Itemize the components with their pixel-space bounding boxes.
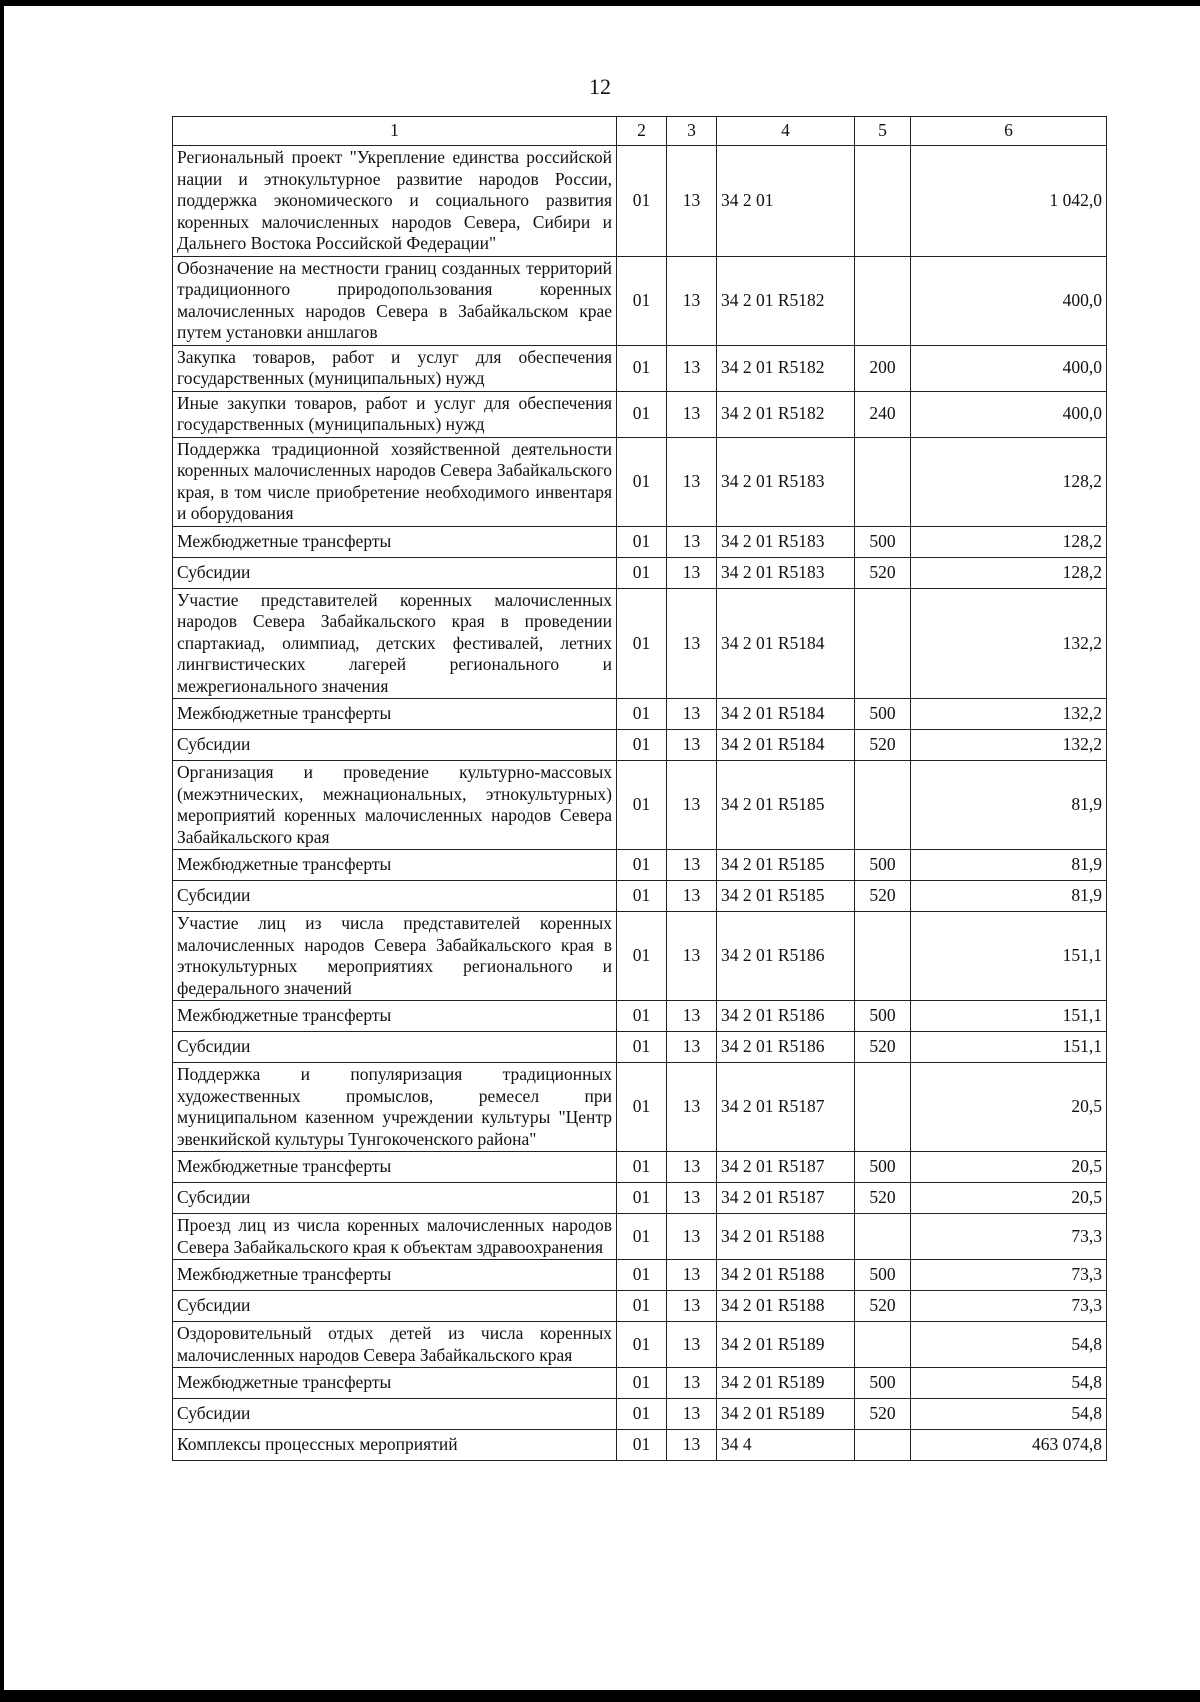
row-name: Иные закупки товаров, работ и услуг для обеспечения государственных (муниципальных) нужд xyxy=(173,391,617,437)
row-expense-type: 240 xyxy=(855,391,911,437)
row-section: 01 xyxy=(617,526,667,557)
row-section: 01 xyxy=(617,391,667,437)
row-section: 01 xyxy=(617,588,667,699)
row-expense-type xyxy=(855,437,911,526)
row-expense-type xyxy=(855,588,911,699)
header-col-6: 6 xyxy=(911,117,1107,146)
row-section: 01 xyxy=(617,345,667,391)
row-amount: 81,9 xyxy=(911,881,1107,912)
row-name: Межбюджетные трансферты xyxy=(173,699,617,730)
row-amount: 132,2 xyxy=(911,588,1107,699)
row-section: 01 xyxy=(617,912,667,1001)
header-col-2: 2 xyxy=(617,117,667,146)
row-subsection: 13 xyxy=(667,1260,717,1291)
row-expense-type: 500 xyxy=(855,526,911,557)
header-col-5: 5 xyxy=(855,117,911,146)
row-expense-type xyxy=(855,761,911,850)
row-expense-type: 500 xyxy=(855,850,911,881)
row-expense-type: 500 xyxy=(855,1260,911,1291)
row-section: 01 xyxy=(617,699,667,730)
row-section: 01 xyxy=(617,1399,667,1430)
row-target-code: 34 4 xyxy=(717,1430,855,1461)
row-expense-type: 520 xyxy=(855,1183,911,1214)
row-amount: 1 042,0 xyxy=(911,146,1107,257)
row-name: Субсидии xyxy=(173,557,617,588)
row-subsection: 13 xyxy=(667,557,717,588)
row-name: Субсидии xyxy=(173,1032,617,1063)
row-name: Комплексы процессных мероприятий xyxy=(173,1430,617,1461)
row-expense-type xyxy=(855,912,911,1001)
row-section: 01 xyxy=(617,730,667,761)
row-subsection: 13 xyxy=(667,1291,717,1322)
row-amount: 81,9 xyxy=(911,850,1107,881)
row-name: Закупка товаров, работ и услуг для обеспечения государственных (муниципальных) нужд xyxy=(173,345,617,391)
table-row xyxy=(173,1291,1107,1322)
row-section: 01 xyxy=(617,1063,667,1152)
row-name: Поддержка традиционной хозяйственной деятельности коренных малочисленных народов Севера Забайкальского края, в том числе приобретение необходимого инвентаря и оборудования xyxy=(173,437,617,526)
table-row xyxy=(173,850,1107,881)
row-subsection: 13 xyxy=(667,881,717,912)
scan-edge-top xyxy=(0,0,1200,6)
row-name: Участие лиц из числа представителей коренных малочисленных народов Севера Забайкальского края в этнокультурных мероприятиях регионального и федерального значений xyxy=(173,912,617,1001)
row-section: 01 xyxy=(617,1430,667,1461)
table-row xyxy=(173,1430,1107,1461)
table-row xyxy=(173,699,1107,730)
row-amount: 132,2 xyxy=(911,730,1107,761)
row-subsection: 13 xyxy=(667,699,717,730)
row-subsection: 13 xyxy=(667,912,717,1001)
row-name: Межбюджетные трансферты xyxy=(173,1152,617,1183)
row-subsection: 13 xyxy=(667,345,717,391)
row-expense-type xyxy=(855,256,911,345)
row-target-code: 34 2 01 R5185 xyxy=(717,881,855,912)
row-subsection: 13 xyxy=(667,1368,717,1399)
row-target-code: 34 2 01 R5182 xyxy=(717,391,855,437)
row-expense-type: 500 xyxy=(855,1152,911,1183)
row-subsection: 13 xyxy=(667,1183,717,1214)
row-section: 01 xyxy=(617,146,667,257)
table-row xyxy=(173,1183,1107,1214)
row-name: Межбюджетные трансферты xyxy=(173,1001,617,1032)
table-row xyxy=(173,1152,1107,1183)
row-name: Обозначение на местности границ созданных территорий традиционного природопользования коренных малочисленных народов Севера в Забайкальском крае путем установки аншлагов xyxy=(173,256,617,345)
row-target-code: 34 2 01 R5187 xyxy=(717,1063,855,1152)
row-subsection: 13 xyxy=(667,730,717,761)
row-amount: 54,8 xyxy=(911,1399,1107,1430)
row-name: Проезд лиц из числа коренных малочисленных народов Севера Забайкальского края к объектам здравоохранения xyxy=(173,1214,617,1260)
row-target-code: 34 2 01 R5183 xyxy=(717,526,855,557)
row-amount: 54,8 xyxy=(911,1368,1107,1399)
row-amount: 20,5 xyxy=(911,1183,1107,1214)
row-section: 01 xyxy=(617,1152,667,1183)
row-amount: 128,2 xyxy=(911,557,1107,588)
row-subsection: 13 xyxy=(667,391,717,437)
row-amount: 81,9 xyxy=(911,761,1107,850)
row-name: Субсидии xyxy=(173,1183,617,1214)
row-section: 01 xyxy=(617,1001,667,1032)
row-expense-type xyxy=(855,1322,911,1368)
row-amount: 400,0 xyxy=(911,345,1107,391)
row-amount: 20,5 xyxy=(911,1152,1107,1183)
row-name: Организация и проведение культурно-массовых (межэтнических, межнациональных, этнокультурных) мероприятий коренных малочисленных народов Севера Забайкальского края xyxy=(173,761,617,850)
row-subsection: 13 xyxy=(667,1430,717,1461)
row-target-code: 34 2 01 R5183 xyxy=(717,437,855,526)
row-target-code: 34 2 01 R5188 xyxy=(717,1291,855,1322)
row-target-code: 34 2 01 R5183 xyxy=(717,557,855,588)
row-name: Субсидии xyxy=(173,881,617,912)
table-row xyxy=(173,557,1107,588)
row-target-code: 34 2 01 R5187 xyxy=(717,1152,855,1183)
table-row xyxy=(173,912,1107,1001)
row-subsection: 13 xyxy=(667,1152,717,1183)
row-expense-type: 520 xyxy=(855,730,911,761)
table-header-row xyxy=(173,117,1107,146)
row-expense-type: 500 xyxy=(855,1368,911,1399)
row-target-code: 34 2 01 R5185 xyxy=(717,850,855,881)
row-amount: 73,3 xyxy=(911,1214,1107,1260)
row-target-code: 34 2 01 R5187 xyxy=(717,1183,855,1214)
row-section: 01 xyxy=(617,437,667,526)
table-row xyxy=(173,1063,1107,1152)
row-expense-type: 500 xyxy=(855,1001,911,1032)
row-name: Субсидии xyxy=(173,1291,617,1322)
table-row xyxy=(173,881,1107,912)
scan-edge-bottom xyxy=(0,1690,1200,1702)
row-name: Региональный проект "Укрепление единства российской нации и этнокультурное развитие народов России, поддержка экономического и социального развития коренных малочисленных народов Севера, Сибири и Дальнего Востока Российской Федерации" xyxy=(173,146,617,257)
row-amount: 54,8 xyxy=(911,1322,1107,1368)
row-section: 01 xyxy=(617,761,667,850)
table-row xyxy=(173,146,1107,257)
row-amount: 463 074,8 xyxy=(911,1430,1107,1461)
row-subsection: 13 xyxy=(667,1322,717,1368)
row-subsection: 13 xyxy=(667,761,717,850)
row-expense-type: 520 xyxy=(855,1291,911,1322)
row-subsection: 13 xyxy=(667,1032,717,1063)
table-row xyxy=(173,1322,1107,1368)
row-subsection: 13 xyxy=(667,1399,717,1430)
row-subsection: 13 xyxy=(667,1214,717,1260)
row-amount: 20,5 xyxy=(911,1063,1107,1152)
row-name: Поддержка и популяризация традиционных художественных промыслов, ремесел при муниципальном казенном учреждении культуры "Центр эвенкийской культуры Тунгокоченского района" xyxy=(173,1063,617,1152)
row-section: 01 xyxy=(617,1368,667,1399)
row-target-code: 34 2 01 R5182 xyxy=(717,345,855,391)
row-expense-type: 520 xyxy=(855,1399,911,1430)
row-subsection: 13 xyxy=(667,526,717,557)
row-expense-type xyxy=(855,146,911,257)
row-subsection: 13 xyxy=(667,850,717,881)
row-target-code: 34 2 01 R5184 xyxy=(717,699,855,730)
row-amount: 128,2 xyxy=(911,526,1107,557)
row-amount: 73,3 xyxy=(911,1291,1107,1322)
row-target-code: 34 2 01 R5188 xyxy=(717,1214,855,1260)
row-amount: 132,2 xyxy=(911,699,1107,730)
row-amount: 151,1 xyxy=(911,1001,1107,1032)
row-expense-type xyxy=(855,1430,911,1461)
table-row xyxy=(173,256,1107,345)
row-target-code: 34 2 01 R5189 xyxy=(717,1368,855,1399)
row-subsection: 13 xyxy=(667,437,717,526)
row-section: 01 xyxy=(617,256,667,345)
row-name: Межбюджетные трансферты xyxy=(173,850,617,881)
row-name: Субсидии xyxy=(173,730,617,761)
row-name: Субсидии xyxy=(173,1399,617,1430)
row-section: 01 xyxy=(617,557,667,588)
row-subsection: 13 xyxy=(667,588,717,699)
row-target-code: 34 2 01 R5189 xyxy=(717,1322,855,1368)
table-row xyxy=(173,1001,1107,1032)
row-target-code: 34 2 01 xyxy=(717,146,855,257)
row-name: Межбюджетные трансферты xyxy=(173,1260,617,1291)
row-expense-type xyxy=(855,1063,911,1152)
row-target-code: 34 2 01 R5186 xyxy=(717,912,855,1001)
table-row xyxy=(173,1368,1107,1399)
row-section: 01 xyxy=(617,1260,667,1291)
header-col-3: 3 xyxy=(667,117,717,146)
row-amount: 128,2 xyxy=(911,437,1107,526)
row-target-code: 34 2 01 R5182 xyxy=(717,256,855,345)
row-amount: 73,3 xyxy=(911,1260,1107,1291)
table-row xyxy=(173,437,1107,526)
row-amount: 151,1 xyxy=(911,1032,1107,1063)
row-expense-type: 500 xyxy=(855,699,911,730)
page-number: 12 xyxy=(589,74,611,99)
table-row xyxy=(173,730,1107,761)
row-target-code: 34 2 01 R5186 xyxy=(717,1032,855,1063)
row-amount: 400,0 xyxy=(911,391,1107,437)
table-row xyxy=(173,1214,1107,1260)
row-expense-type: 520 xyxy=(855,1032,911,1063)
row-name: Оздоровительный отдых детей из числа коренных малочисленных народов Севера Забайкальского края xyxy=(173,1322,617,1368)
row-expense-type: 520 xyxy=(855,557,911,588)
row-target-code: 34 2 01 R5188 xyxy=(717,1260,855,1291)
header-col-1: 1 xyxy=(173,117,617,146)
row-amount: 400,0 xyxy=(911,256,1107,345)
row-subsection: 13 xyxy=(667,1001,717,1032)
row-section: 01 xyxy=(617,1322,667,1368)
table-row xyxy=(173,526,1107,557)
table-row xyxy=(173,1399,1107,1430)
table-row xyxy=(173,345,1107,391)
table-row xyxy=(173,1260,1107,1291)
row-section: 01 xyxy=(617,1032,667,1063)
row-name: Межбюджетные трансферты xyxy=(173,1368,617,1399)
scan-edge-left xyxy=(0,0,4,1702)
row-section: 01 xyxy=(617,1291,667,1322)
row-expense-type xyxy=(855,1214,911,1260)
row-amount: 151,1 xyxy=(911,912,1107,1001)
row-target-code: 34 2 01 R5189 xyxy=(717,1399,855,1430)
row-section: 01 xyxy=(617,850,667,881)
row-subsection: 13 xyxy=(667,1063,717,1152)
row-subsection: 13 xyxy=(667,146,717,257)
row-expense-type: 200 xyxy=(855,345,911,391)
budget-table xyxy=(172,116,1107,1461)
table-row xyxy=(173,391,1107,437)
header-col-4: 4 xyxy=(717,117,855,146)
row-target-code: 34 2 01 R5186 xyxy=(717,1001,855,1032)
row-section: 01 xyxy=(617,881,667,912)
table-row xyxy=(173,1032,1107,1063)
row-target-code: 34 2 01 R5184 xyxy=(717,730,855,761)
row-target-code: 34 2 01 R5184 xyxy=(717,588,855,699)
row-subsection: 13 xyxy=(667,256,717,345)
row-target-code: 34 2 01 R5185 xyxy=(717,761,855,850)
row-section: 01 xyxy=(617,1183,667,1214)
table-row xyxy=(173,761,1107,850)
row-section: 01 xyxy=(617,1214,667,1260)
table-row xyxy=(173,588,1107,699)
row-name: Межбюджетные трансферты xyxy=(173,526,617,557)
row-name: Участие представителей коренных малочисленных народов Севера Забайкальского края в проведении спартакиад, олимпиад, детских фестивалей, летних лингвистических лагерей регионального и межрегионального значения xyxy=(173,588,617,699)
row-expense-type: 520 xyxy=(855,881,911,912)
